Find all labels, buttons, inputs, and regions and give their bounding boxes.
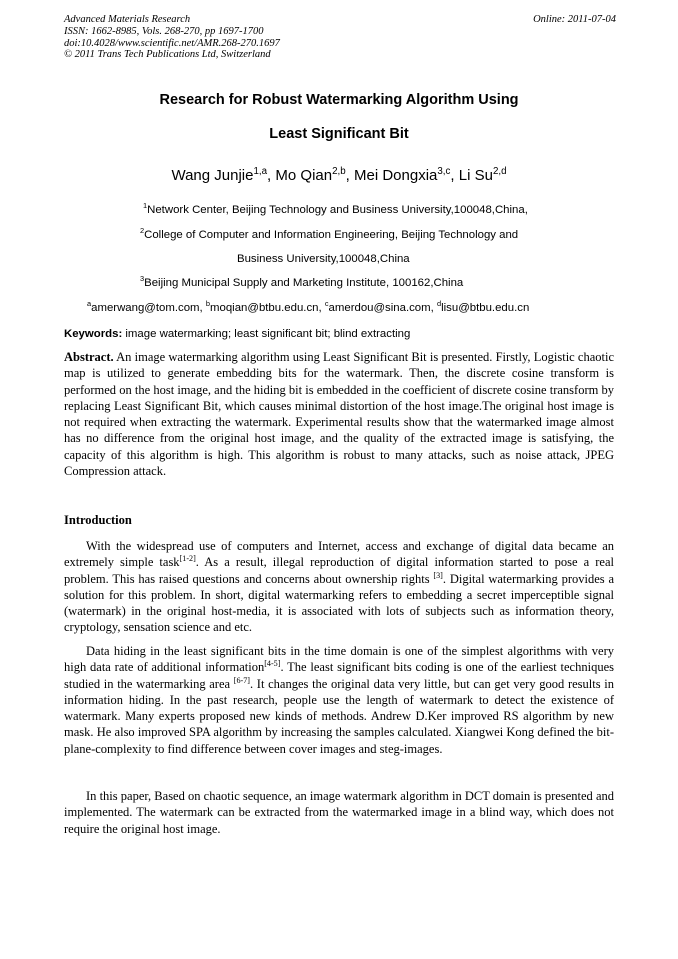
affiliation-3: $^3$Beijing Municipal Supply and Marketing Institute, 100162,China [140,274,464,289]
paper-title-line-2: Least Significant Bit [269,126,409,142]
abstract-label: Abstract. [64,350,114,364]
citation: [3] [433,570,443,580]
citation: [6-7] [233,675,250,685]
keywords [64,328,410,340]
email-link[interactable]: lisu@btbu.edu.cn [441,302,530,314]
journal-issn: ISSN: 1662-8985, Vols. 268-270, pp 1697-1700 [64,25,264,37]
keywords-text: image watermarking; least significant bit; blind extracting [125,328,411,340]
abstract [64,349,614,479]
intro-paragraph-3: In this paper, Based on chaotic sequence, an image watermark algorithm in DCT domain is presented and implemented. The watermark can be extracted from the watermarked image in a blind way, which does not require the original host image. [64,789,614,836]
journal-name: Advanced Materials Research [64,14,191,25]
journal-header [64,14,616,61]
abstract-text: An image watermarking algorithm using Least Significant Bit is presented. Firstly, Logistic chaotic map is utilized to generate embedding bits for the watermark. Then, the discrete cosine transform is performed on the host image, and the hiding bit is embedded in the coefficient of discrete cosine transform by replacing Least Significant Bit, which causes minimal distortion of the host image.The original host image is not required when extracting the watermark. Experimental results show that the watermarked image almost has no difference from the original host image, and the quality of the extracted image is satisfying, the capacity of this algorithm is high. This algorithm is robust to many attacks, such as noise attack, JPEG Compression attack. [64,350,614,479]
author-affiliation-marker: 3,c [437,166,451,177]
intro-paragraph-1: With the widespread use of computers and Internet, access and exchange of digital data became an extremely simple task[1-2]. As a result, illegal reproduction of digital information started to pose a real problem. This has raised questions and concerns about ownership rights [3]. Digital watermarking provides a solution for this problem. In short, digital watermarking refers to embedding a secret imperceptible signal (watermark) in the original host-media, it is associated with lots of subjects such as information theory, cryptology, sensation science and etc. [64,539,614,635]
online-date: Online: 2011-07-04 [533,14,616,25]
author-list: Wang Junjie$^{1,a}$, Mo Qian$^{2,b}$, Mei Dongxia$^{3,c}$, Li Su$^{2,d}$ [171,166,507,184]
journal-copyright: © 2011 Trans Tech Publications Ltd, Switzerland [64,49,271,61]
citation: [4-5] [264,659,281,669]
email-link[interactable]: amerwang@tom.com [91,302,200,314]
intro-paragraph-2: Data hiding in the least significant bits in the time domain is one of the simplest algorithms with very high data rate of additional information[4-5]. The least significant bits coding is one of the earliest techniques studied in the watermarking area [6-7]. It changes the original data very little, but can get very good results in information hiding. In the past research, people use the length of watermark to detect the existence of watermark. Many experts proposed new kinds of methods. Andrew D.Ker improved RS algorithm by new mask. He also improved SPA algorithm by increasing the samples calculated. Xiangwei Kong defined the bit-plane-complexity to find difference between cover images and steg-images. [64,644,614,756]
author-name: Li Su [458,167,493,184]
journal-doi: doi:10.4028/www.scientific.net/AMR.268-270.1697 [64,37,280,49]
affiliation-1: $^1$Network Center, Beijing Technology and Business University,100048,China, [143,201,528,216]
affiliation-2: $^2$College of Computer and Information Engineering, Beijing Technology and [140,226,519,241]
affiliation-2-continued: Business University,100048,China [237,253,410,265]
email-link[interactable]: moqian@btbu.edu.cn [210,302,319,314]
email-link[interactable]: amerdou@sina.com [328,302,431,314]
citation: [1-2] [179,554,196,564]
author-name: Mei Dongxia [354,167,438,184]
author-affiliation-marker: 1,a [253,166,268,177]
keywords-label: Keywords: [64,328,123,340]
author-name: Wang Junjie [171,167,254,184]
author-affiliation-marker: 2,d [492,166,507,177]
author-name: Mo Qian [275,167,333,184]
section-heading-introduction: Introduction [64,513,132,527]
author-affiliation-marker: 2,b [332,166,346,177]
paper-title-line-1: Research for Robust Watermarking Algorithm Using [159,92,519,108]
author-emails: $^a$amerwang@tom.com, $^b$moqian@btbu.edu.cn, $^c$amerdou@sina.com, $^d$lisu@btbu.edu.cn [87,299,530,314]
